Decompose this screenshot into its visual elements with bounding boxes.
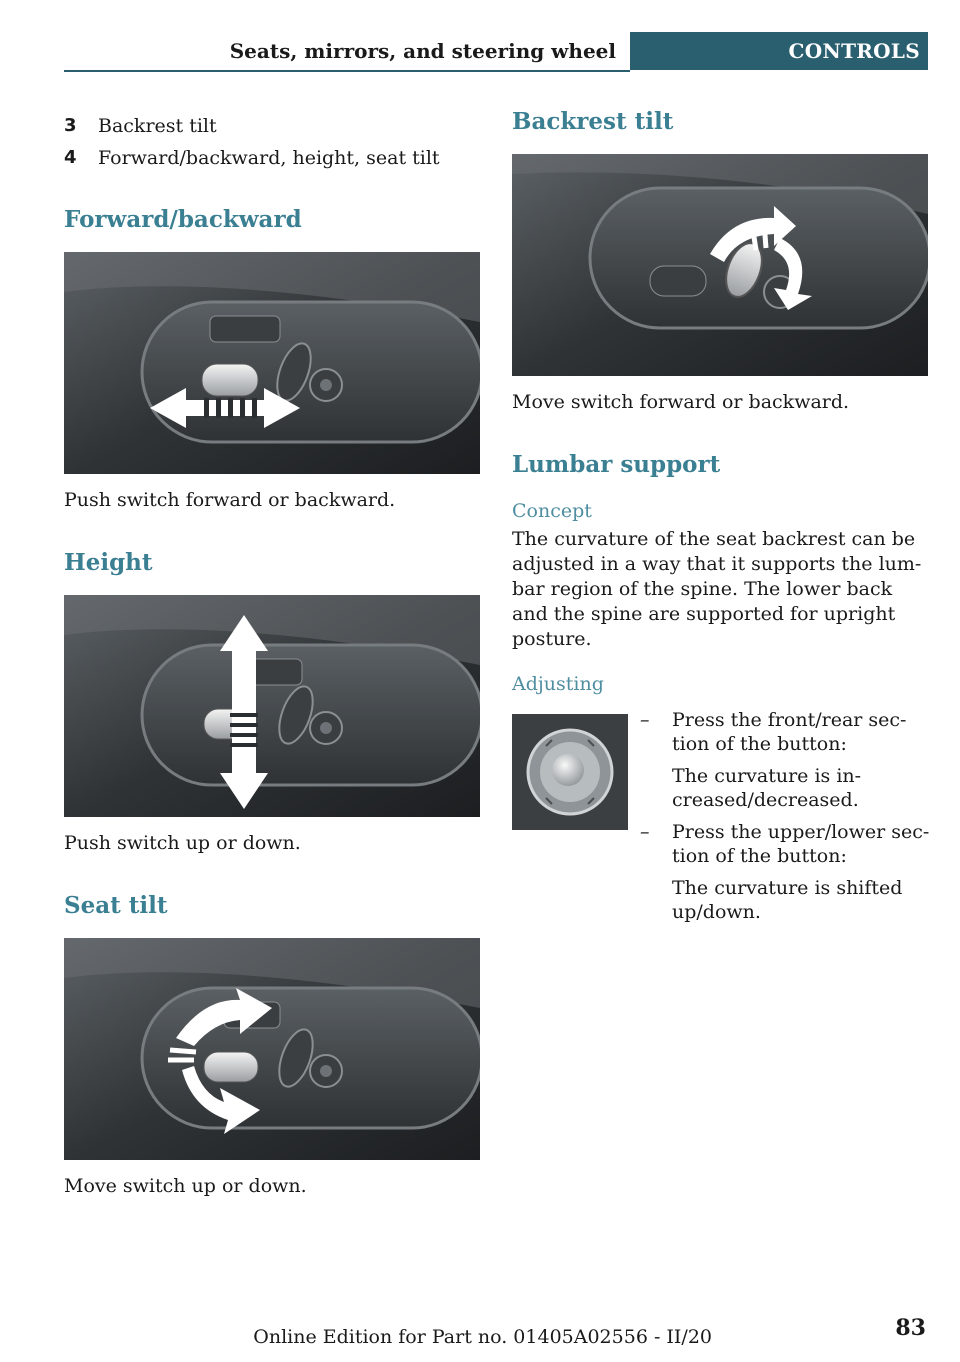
list-item: 3 Backrest tilt bbox=[64, 115, 217, 137]
page-header bbox=[64, 32, 928, 72]
edition-text: Online Edition for Part no. 01405A02556 - II/20 bbox=[253, 1326, 712, 1348]
seat-switch-forward-backward-photo bbox=[64, 252, 480, 474]
caption: Move switch forward or backward. bbox=[512, 391, 850, 413]
seat-switch-tilt-photo bbox=[64, 938, 480, 1160]
heading-concept: Concept bbox=[512, 500, 592, 522]
heading-forward-backward: Forward/backward bbox=[64, 206, 302, 233]
heading-backrest-tilt: Backrest tilt bbox=[512, 108, 674, 135]
right-column bbox=[512, 106, 928, 940]
list-item: 4 Forward/backward, height, seat tilt bbox=[64, 147, 440, 169]
caption: Push switch forward or backward. bbox=[64, 489, 396, 511]
heading-seat-tilt: Seat tilt bbox=[64, 892, 168, 919]
heading-lumbar-support: Lumbar support bbox=[512, 451, 721, 478]
header-rule bbox=[64, 70, 630, 72]
lumbar-button-photo bbox=[512, 714, 628, 830]
steps-list bbox=[640, 708, 930, 924]
caption: Push switch up or down. bbox=[64, 832, 301, 854]
heading-height: Height bbox=[64, 549, 153, 576]
section-tab: CONTROLS bbox=[630, 32, 928, 70]
list-item: – Press the upper/lower sec-tion of the button: The curvature is shifted up/down. bbox=[640, 821, 930, 923]
left-column bbox=[64, 110, 480, 1199]
backrest-tilt-photo bbox=[512, 154, 928, 376]
caption: Move switch up or down. bbox=[64, 1175, 307, 1197]
heading-adjusting: Adjusting bbox=[512, 673, 604, 695]
page-number: 83 bbox=[895, 1315, 926, 1341]
chapter-title: Seats, mirrors, and steering wheel bbox=[229, 39, 616, 63]
list-item: – Press the front/rear sec-tion of the button: The curvature is in-creased/decreased. bbox=[640, 709, 907, 811]
adjusting-block bbox=[512, 710, 928, 940]
seat-switch-height-photo bbox=[64, 595, 480, 817]
concept-text: The curvature of the seat backrest can be adjusted in a way that it supports the lum-bar region of the spine. The lower back and the spine are supported for upright posture. bbox=[512, 528, 922, 650]
